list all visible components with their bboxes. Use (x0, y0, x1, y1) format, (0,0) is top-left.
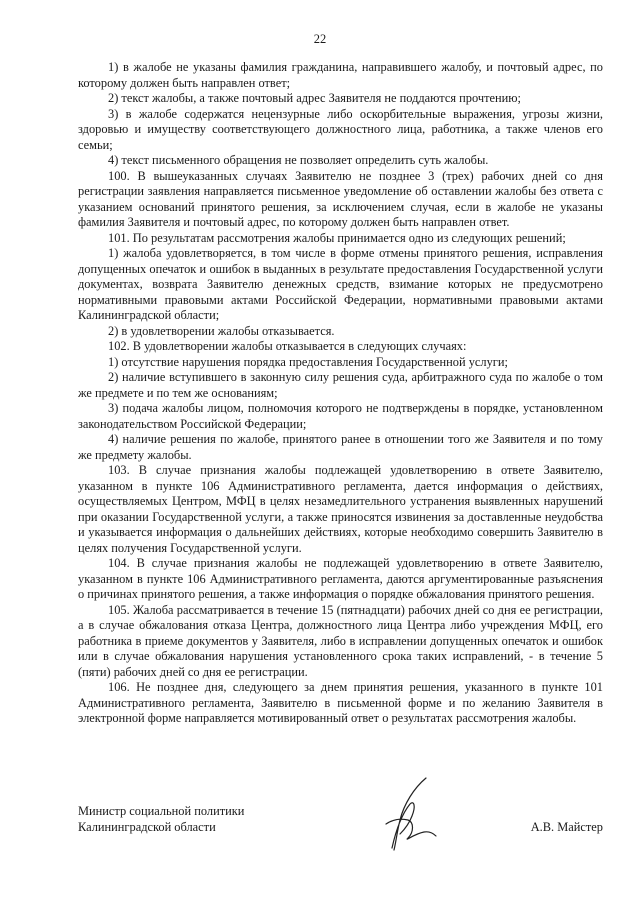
paragraph-102-item-1: 1) отсутствие нарушения порядка предоставления Государственной услуги; (108, 354, 508, 369)
signature-block (78, 804, 603, 864)
signatory-position (78, 804, 244, 835)
paragraph-103: 103. В случае признания жалобы подлежащей удовлетворению в ответе Заявителю, указанном в пункте 106 Административного регламента, дается информация о действиях, осуществляемых Центром, МФЦ в целях незамедлительного устранения выявленных нарушений при оказании Государственной услуги, а также приносятся извинения за доставленные неудобства и указывается информация о дальнейших действиях, которые необходимо совершить Заявителю в целях получения Государственной услуги. (78, 463, 603, 555)
paragraph-item-4: 4) текст письменного обращения не позволяет определить суть жалобы. (108, 153, 489, 167)
signatory-position-line2: Калининградской области (78, 819, 216, 834)
paragraph-104: 104. В случае признания жалобы не подлежащей удовлетворению в ответе Заявителю, указанном в пункте 106 Административного регламента, даются аргументированные разъяснения о причинах принятого решения, а также информация о порядке обжалования принятого решения. (78, 556, 603, 601)
signatory-position-line1: Министр социальной политики (78, 804, 245, 818)
paragraph-item-2: 2) текст жалобы, а также почтовый адрес Заявителя не поддаются прочтению; (108, 91, 521, 105)
paragraph-102-item-3: 3) подача жалобы лицом, полномочия которого не подтверждены в порядке, установленном законодательством Российской Федерации; (78, 401, 603, 431)
paragraph-102: 102. В удовлетворении жалобы отказывается в следующих случаях: (108, 339, 467, 353)
document-body (78, 60, 603, 727)
paragraph-item-3: 3) в жалобе содержатся нецензурные либо оскорбительные выражения, угрозы жизни, здоровью и имуществу соответствующего должностного лица, работника, а также членов его семьи; (78, 106, 603, 152)
paragraph-101-item-2: 2) в удовлетворении жалобы отказывается. (108, 323, 335, 338)
page-number: 22 (313, 32, 327, 46)
paragraph-101: 101. По результатам рассмотрения жалобы принимается одно из следующих решений; (108, 230, 566, 245)
paragraph-100: 100. В вышеуказанных случаях Заявителю не позднее 3 (трех) рабочих дней со дня регистрации заявления направляется письменное уведомление об оставлении жалобы без ответа с указанием оснований принятого решения, за исключением случая, если в жалобе не указаны фамилия Заявителя и почтовый адрес, по которому должен быть направлен ответ. (78, 168, 603, 229)
handwritten-signature-icon (374, 774, 444, 854)
paragraph-101-item-1: 1) жалоба удовлетворяется, в том числе в форме отмены принятого решения, исправления допущенных опечаток и ошибок в выданных в результате предоставления Государственной услуги документах, возврата Заявителю денежных средств, взимание которых не предусмотрено нормативными правовыми актами Российской Федерации, нормативными правовыми актами Калининградской области; (78, 246, 603, 322)
paragraph-106: 106. Не позднее дня, следующего за днем принятия решения, указанного в пункте 101 Административного регламента, Заявителю в письменной форме и по желанию Заявителя в электронной форме направляется мотивированный ответ о результатах рассмотрения жалобы. (78, 680, 603, 725)
paragraph-105: 105. Жалоба рассматривается в течение 15 (пятнадцати) рабочих дней со дня ее регистрации, а в случае обжалования отказа Центра, должностного лица Центра либо учреждения МФЦ, его работника в приеме документов у Заявителя, либо в исправлении допущенных опечаток и ошибок или в случае обжалования нарушения установленного срока таких исправлений, - в течение 5 (пяти) рабочих дней со дня ее регистрации. (78, 602, 603, 679)
paragraph-item-1: 1) в жалобе не указаны фамилия гражданина, направившего жалобу, и почтовый адрес, по которому должен быть направлен ответ; (78, 60, 603, 90)
signatory-name: А.В. Майстер (530, 820, 603, 834)
paragraph-102-item-2: 2) наличие вступившего в законную силу решения суда, арбитражного суда по жалобе о том же предмете и по тем же основаниям; (78, 370, 603, 400)
paragraph-102-item-4: 4) наличие решения по жалобе, принятого ранее в отношении того же Заявителя и по тому же предмету жалобы. (78, 432, 603, 462)
